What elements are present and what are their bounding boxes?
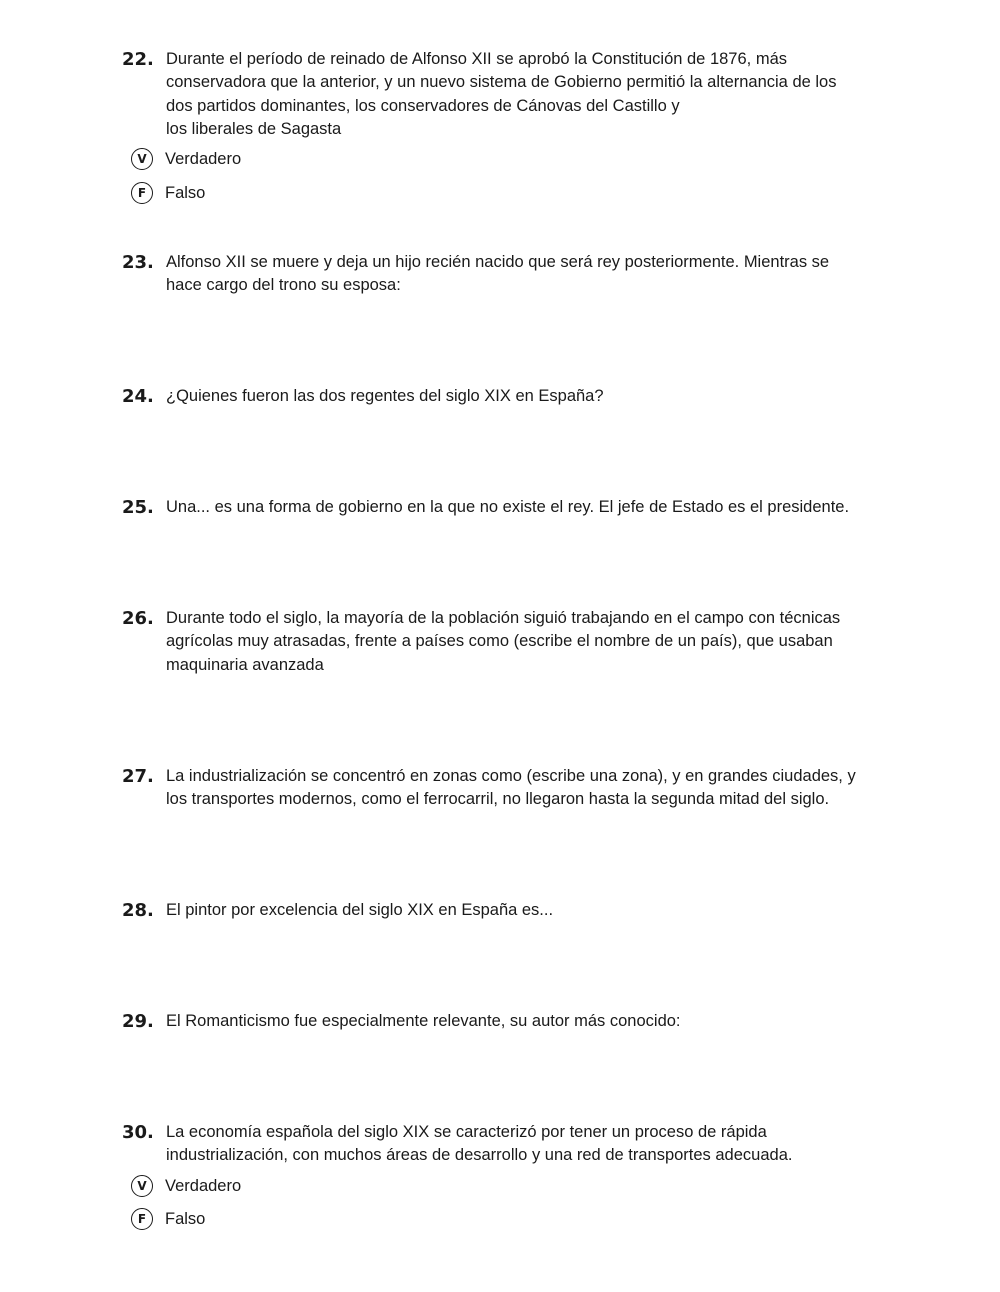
question-line: Durante el período de reinado de Alfonso XII se aprobó la Constitución de 1876, más bbox=[166, 50, 787, 68]
v-circle-icon[interactable]: V bbox=[131, 148, 153, 170]
option-verdadero-30[interactable] bbox=[131, 1173, 241, 1199]
question-line: La industrialización se concentró en zonas como (escribe una zona), y en grandes ciudades, y bbox=[166, 767, 856, 785]
f-circle-icon[interactable]: F bbox=[131, 182, 153, 204]
question-line: industrialización, con muchos áreas de desarrollo y una red de transportes adecuada. bbox=[166, 1146, 793, 1165]
question-number: 28. bbox=[122, 900, 154, 921]
option-label: Falso bbox=[165, 1209, 206, 1228]
question-text bbox=[166, 496, 906, 519]
option-falso-30[interactable] bbox=[131, 1206, 205, 1232]
v-circle-icon[interactable]: V bbox=[131, 1175, 153, 1197]
question-text bbox=[166, 899, 906, 922]
question-line: dos partidos dominantes, los conservadores de Cánovas del Castillo y bbox=[166, 96, 680, 115]
question-number: 29. bbox=[122, 1011, 154, 1032]
option-falso-22[interactable] bbox=[131, 180, 205, 206]
question-text bbox=[166, 48, 906, 141]
question-number: 27. bbox=[122, 766, 154, 787]
question-text bbox=[166, 765, 906, 812]
question-line: Alfonso XII se muere y deja un hijo recién nacido que será rey posteriormente. Mientras se bbox=[166, 253, 830, 271]
question-number: 25. bbox=[122, 497, 154, 518]
question-line: los liberales de Sagasta bbox=[166, 119, 342, 138]
question-number: 24. bbox=[122, 386, 154, 407]
question-line: agrícolas muy atrasadas, frente a países como (escribe el nombre de un país), que usaban bbox=[166, 632, 833, 651]
option-label: Verdadero bbox=[165, 149, 242, 168]
question-line: conservadora que la anterior, y un nuevo sistema de Gobierno permitió la alternancia de los bbox=[166, 73, 837, 92]
question-number: 26. bbox=[122, 608, 154, 629]
option-verdadero-22[interactable] bbox=[131, 146, 241, 172]
question-line: El pintor por excelencia del siglo XIX en España es... bbox=[166, 901, 554, 919]
question-line: hace cargo del trono su esposa: bbox=[166, 276, 401, 295]
question-line: El Romanticismo fue especialmente relevante, su autor más conocido: bbox=[166, 1012, 681, 1030]
question-text bbox=[166, 1121, 906, 1168]
question-number: 22. bbox=[122, 49, 154, 70]
question-line: maquinaria avanzada bbox=[166, 655, 324, 674]
f-circle-icon[interactable]: F bbox=[131, 1208, 153, 1230]
question-line: los transportes modernos, como el ferrocarril, no llegaron hasta la segunda mitad del siglo. bbox=[166, 790, 830, 809]
question-text bbox=[166, 1010, 906, 1033]
question-text bbox=[166, 251, 906, 298]
question-line: La economía española del siglo XIX se caracterizó por tener un proceso de rápida bbox=[166, 1123, 767, 1141]
question-number: 23. bbox=[122, 252, 154, 273]
option-label: Verdadero bbox=[165, 1176, 242, 1195]
question-number: 30. bbox=[122, 1122, 154, 1143]
question-line: ¿Quienes fueron las dos regentes del siglo XIX en España? bbox=[166, 387, 604, 405]
question-text bbox=[166, 607, 906, 677]
question-line: Una... es una forma de gobierno en la que no existe el rey. El jefe de Estado es el presidente. bbox=[166, 498, 850, 516]
question-line: Durante todo el siglo, la mayoría de la población siguió trabajando en el campo con técnicas bbox=[166, 609, 841, 627]
option-label: Falso bbox=[165, 183, 206, 202]
question-text bbox=[166, 385, 906, 408]
